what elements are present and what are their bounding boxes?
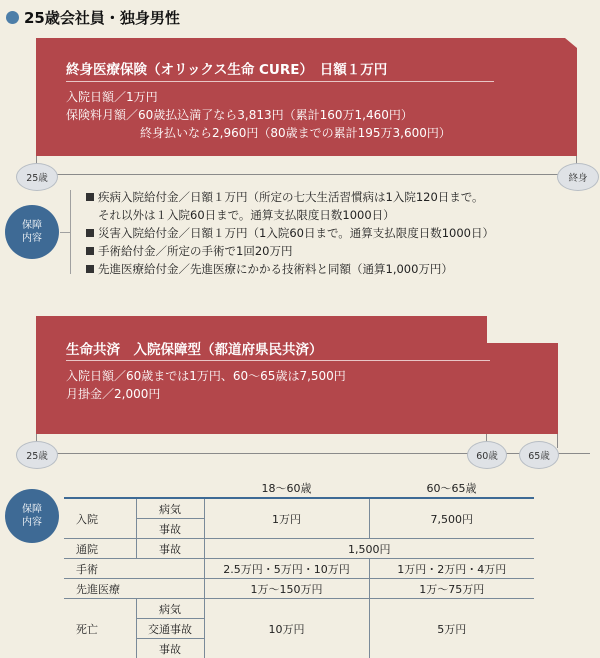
plan1-coverage-bracket (70, 190, 71, 274)
table-row (64, 539, 534, 559)
plan2-divider (66, 360, 490, 361)
cell-shibo-b: 5万円 (369, 599, 534, 658)
plan1-line1: 入院日額／1万円 (66, 88, 158, 105)
row-label-shibo: 死亡 (64, 599, 136, 658)
list-item: 疾病入院給付金／日額１万円（所定の七大生活習慣病は1入院120日まで。 (86, 188, 494, 206)
sub-label-byoki: 病気 (136, 498, 204, 519)
table-row (64, 579, 534, 599)
col-header-60-65: 60～65歳 (369, 478, 534, 498)
row-label-senshin: 先進医療 (64, 579, 136, 599)
cell-shujutsu-a: 2.5万円・5万円・10万円 (204, 559, 369, 579)
sub-label-jiko: 事故 (136, 519, 204, 539)
list-item: 先進医療給付金／先進医療にかかる技術料と同額（通算1,000万円） (86, 260, 494, 278)
list-item: 手術給付金／所定の手術で1回20万円 (86, 242, 494, 260)
plan2-coverage-table (64, 478, 534, 658)
plan1-age-end: 終身 (557, 163, 599, 191)
cell-shujutsu-b: 1万円・2万円・4万円 (369, 559, 534, 579)
row-label-tsuin: 通院 (64, 539, 136, 559)
cell-shibo-a: 10万円 (204, 599, 369, 658)
plan1-line2: 保険料月額／60歳払込満了なら3,813円（累計160万1,460円） (66, 106, 413, 123)
plan2-end-tick (557, 434, 558, 448)
plan1-age-start: 25歳 (16, 163, 58, 191)
list-item: 災害入院給付金／日額１万円（1入院60日まで。通算支払限度日数1000日） (86, 224, 494, 242)
plan1-bracket-connector (60, 232, 70, 233)
plan1-title: 終身医療保険（オリックス生命 CURE） 日額１万円 (66, 58, 387, 78)
plan2-line1: 入院日額／60歳までは1万円、60～65歳は7,500円 (66, 367, 346, 384)
plan1-coverage-badge (5, 205, 59, 259)
plan2-card-extension (486, 343, 558, 434)
plan1-timeline-axis (20, 174, 590, 175)
coverage-label-line2: 内容 (22, 516, 42, 529)
list-item-continuation: それ以外は１入院60日まで。通算支払限度日数1000日） (86, 206, 494, 224)
bullet-dot-icon (6, 11, 19, 24)
plan2-title: 生命共済 入院保障型（都道府県民共済） (66, 338, 323, 358)
plan2-age-end: 65歳 (519, 441, 559, 469)
table-row (64, 498, 534, 519)
coverage-label-line2: 内容 (22, 232, 42, 245)
table-row (64, 559, 534, 579)
plan1-line3: 終身払いなら2,960円（80歳までの累計195万3,600円） (140, 124, 451, 141)
coverage-label-line1: 保障 (22, 503, 42, 516)
plan2-coverage-badge (5, 489, 59, 543)
plan1-divider (66, 81, 494, 82)
cell-senshin-a: 1万～150万円 (204, 579, 369, 599)
cell-nyuin-b: 7,500円 (369, 498, 534, 539)
page-heading (6, 7, 180, 28)
col-header-18-60: 18～60歳 (204, 478, 369, 498)
cell-tsuin: 1,500円 (204, 539, 534, 559)
plan2-age-mid: 60歳 (467, 441, 507, 469)
plan1-coverage-list (86, 188, 494, 278)
heading-text: 25歳会社員・独身男性 (24, 7, 180, 28)
plan1-card-corner (565, 38, 577, 48)
plan2-line2: 月掛金／2,000円 (66, 385, 160, 402)
table-row (64, 599, 534, 619)
sub-label-jiko: 事故 (136, 639, 204, 658)
table-header-row (64, 478, 534, 498)
cell-nyuin-a: 1万円 (204, 498, 369, 539)
cell-senshin-b: 1万～75万円 (369, 579, 534, 599)
sub-label-jiko: 事故 (136, 539, 204, 559)
sub-label-byoki: 病気 (136, 599, 204, 619)
row-label-nyuin: 入院 (64, 498, 136, 539)
sub-label-kotsu: 交通事故 (136, 619, 204, 639)
plan2-age-start: 25歳 (16, 441, 58, 469)
coverage-label-line1: 保障 (22, 219, 42, 232)
row-label-shujutsu: 手術 (64, 559, 136, 579)
